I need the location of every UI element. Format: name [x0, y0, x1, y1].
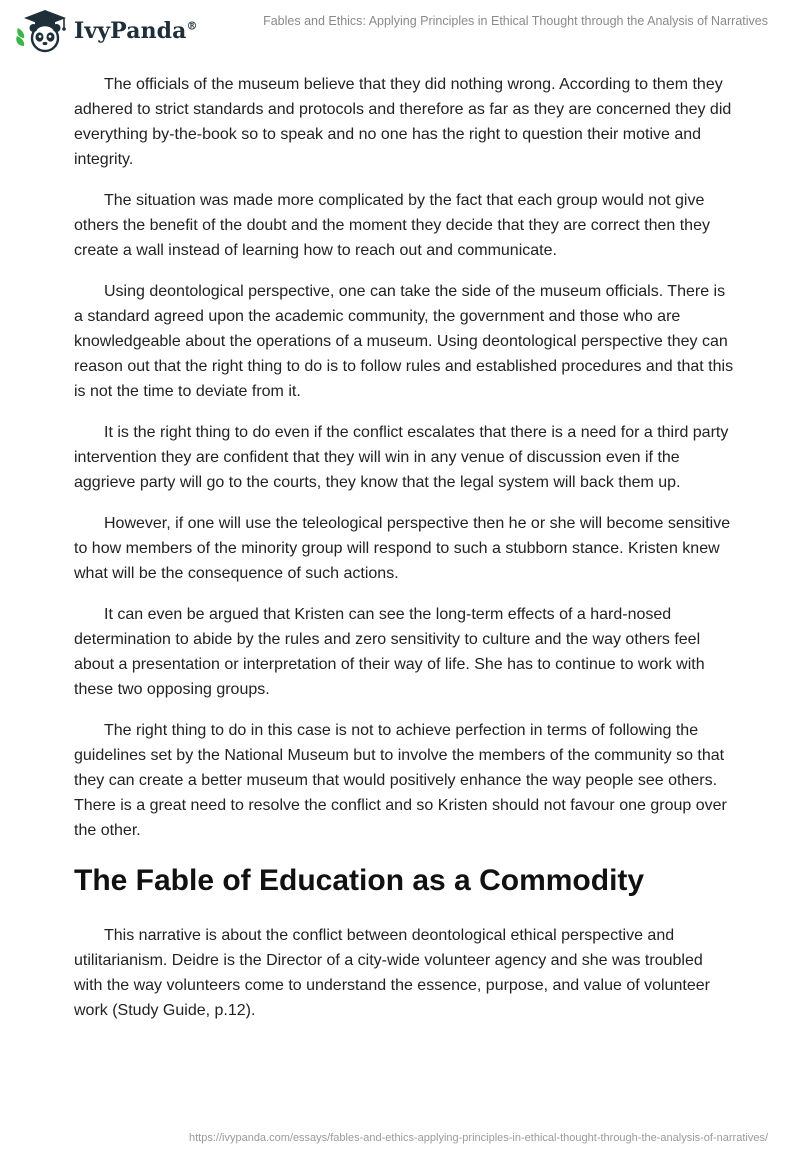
source-url[interactable]: https://ivypanda.com/essays/fables-and-ethics-applying-principles-in-ethical-thought-through-the-analysis-of-narratives/	[189, 1132, 768, 1144]
paragraph: The right thing to do in this case is not to achieve perfection in terms of following the guidelines set by the National Museum but to involve the members of the community so that they can create a better museum that would positively enhance the way people see others. There is a great need to resolve the conflict and so Kristen should not favour one group over the other.	[74, 722, 727, 839]
panda-graduate-icon	[14, 8, 72, 54]
page-header	[0, 0, 800, 60]
paragraph: The situation was made more complicated by the fact that each group would not give others the benefit of the doubt and the moment they decide that they are correct then they create a wall instead of learning how to reach out and communicate.	[74, 192, 710, 259]
brand-name: IvyPanda®	[74, 18, 198, 44]
paragraph: However, if one will use the teleological perspective then he or she will become sensitive to how members of the minority group will respond to such a stubborn stance. Kristen knew what will be the consequence of such actions.	[74, 515, 731, 582]
ivypanda-logo[interactable]	[14, 8, 198, 54]
paragraph: Using deontological perspective, one can take the side of the museum officials. There is a standard agreed upon the academic community, the government and those who are knowledgeable about the operations of a museum. Using deontological perspective they can reason out that the right thing to do is to follow rules and established procedures and that this is not the time to deviate from it.	[74, 283, 734, 400]
essay-body	[74, 72, 734, 1039]
paragraph: This narrative is about the conflict between deontological ethical perspective and utilitarianism. Deidre is the Director of a city-wide volunteer agency and she was troubled with the way volunteers come to understand the essence, purpose, and value of volunteer work (Study Guide, p.12).	[74, 927, 710, 1019]
paragraph: It is the right thing to do even if the conflict escalates that there is a need for a third party intervention they are confident that they will win in any venue of discussion even if the aggrieve party will go to the courts, they know that the legal system will back them up.	[74, 424, 729, 491]
paragraph: The officials of the museum believe that they did nothing wrong. According to them they adhered to strict standards and protocols and therefore as far as they are concerned they did everything by-the-book so to speak and no one has the right to question their motive and integrity.	[74, 76, 732, 168]
section-heading: The Fable of Education as a Commodity	[74, 864, 645, 897]
paragraph: It can even be argued that Kristen can see the long-term effects of a hard-nosed determination to abide by the rules and zero sensitivity to culture and the way others feel about a presentation or interpretation of their way of life. She has to continue to work with these two opposing groups.	[74, 606, 705, 698]
document-title: Fables and Ethics: Applying Principles in Ethical Thought through the Analysis of Narratives	[263, 14, 768, 28]
